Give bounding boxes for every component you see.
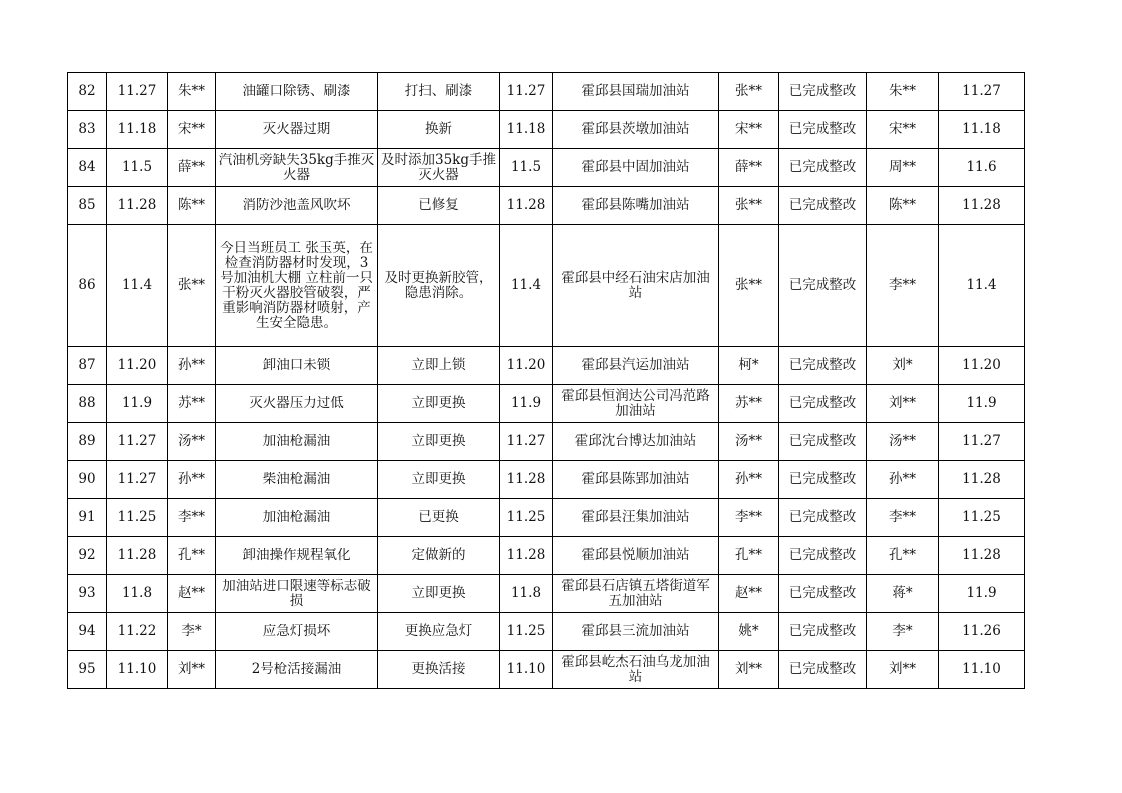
issue-text: 加油站进口限速等标志破损 [222,578,371,609]
issue-cell [216,651,378,689]
status-cell: 已完成整改 [779,461,867,499]
inspector-cell: 赵** [168,575,216,613]
issue-cell [216,111,378,149]
inspector-cell: 薛** [168,149,216,187]
action-cell: 立即上锁 [378,347,500,385]
action-cell: 立即更换 [378,423,500,461]
issue-cell [216,537,378,575]
inspector-cell: 朱** [168,73,216,111]
inspector-cell: 陈** [168,187,216,225]
status-cell: 已完成整改 [779,187,867,225]
reviewer-cell: 李** [867,499,939,537]
reviewer-cell: 刘** [867,385,939,423]
issue-cell [216,613,378,651]
reviewer-cell: 汤** [867,423,939,461]
reviewer-cell: 李* [867,613,939,651]
found-date-cell: 11.25 [107,499,168,537]
inspector-cell: 宋** [168,111,216,149]
issue-text: 柴油枪漏油 [262,472,331,487]
inspector-cell: 孙** [168,461,216,499]
review-date-cell: 11.9 [939,575,1025,613]
issue-cell [216,575,378,613]
station-cell: 霍邱县石店镇五塔街道军五加油站 [553,575,719,613]
responsible-cell: 孔** [719,537,779,575]
inspector-cell: 孙** [168,347,216,385]
station-cell: 霍邱县国瑞加油站 [553,73,719,111]
reviewer-cell: 周** [867,149,939,187]
status-cell: 已完成整改 [779,111,867,149]
row-number-cell: 95 [68,651,107,689]
table-row [68,613,1025,651]
review-date-cell: 11.28 [939,461,1025,499]
station-cell: 霍邱沈台博达加油站 [553,423,719,461]
issue-cell [216,461,378,499]
review-date-cell: 11.25 [939,499,1025,537]
row-number-cell: 88 [68,385,107,423]
table-row [68,575,1025,613]
found-date-cell: 11.8 [107,575,168,613]
reviewer-cell: 刘* [867,347,939,385]
review-date-cell: 11.27 [939,73,1025,111]
review-date-cell: 11.9 [939,385,1025,423]
issue-cell [216,187,378,225]
fix-date-cell: 11.5 [500,149,553,187]
reviewer-cell: 朱** [867,73,939,111]
issue-text: 灭火器过期 [262,122,331,137]
status-cell: 已完成整改 [779,149,867,187]
issue-text: 加油枪漏油 [262,510,331,525]
fix-date-cell: 11.18 [500,111,553,149]
found-date-cell: 11.27 [107,423,168,461]
reviewer-cell: 刘** [867,651,939,689]
station-cell: 霍邱县中固加油站 [553,149,719,187]
row-number-cell: 86 [68,225,107,347]
fix-date-cell: 11.9 [500,385,553,423]
fix-date-cell: 11.20 [500,347,553,385]
issue-text: 应急灯损坏 [262,624,331,639]
inspector-cell: 刘** [168,651,216,689]
status-cell: 已完成整改 [779,537,867,575]
issue-text: 卸油操作规程氧化 [242,548,351,563]
station-cell: 霍邱县中经石油宋店加油站 [553,225,719,347]
review-date-cell: 11.4 [939,225,1025,347]
review-date-cell: 11.6 [939,149,1025,187]
status-cell: 已完成整改 [779,651,867,689]
issue-cell [216,385,378,423]
reviewer-cell: 宋** [867,111,939,149]
table-row [68,461,1025,499]
issue-text: 卸油口未锁 [262,358,331,373]
review-date-cell: 11.28 [939,187,1025,225]
action-cell: 及时添加35kg手推灭火器 [378,149,500,187]
fix-date-cell: 11.25 [500,613,553,651]
table-row [68,423,1025,461]
review-date-cell: 11.28 [939,537,1025,575]
responsible-cell: 李** [719,499,779,537]
issue-text: 今日当班员工 张玉英，在检查消防器材时发现，3号加油机大棚 立柱前一只干粉灭火器胶管破裂，严重影响消防器材喷射，产生安全隐患。 [220,240,373,331]
reviewer-cell: 孔** [867,537,939,575]
found-date-cell: 11.28 [107,537,168,575]
found-date-cell: 11.18 [107,111,168,149]
issue-cell [216,499,378,537]
station-cell: 霍邱县屹杰石油乌龙加油站 [553,651,719,689]
responsible-cell: 宋** [719,111,779,149]
station-cell: 霍邱县陈郢加油站 [553,461,719,499]
table-row [68,537,1025,575]
status-cell: 已完成整改 [779,73,867,111]
inspector-cell: 张** [168,225,216,347]
table-row [68,499,1025,537]
fix-date-cell: 11.8 [500,575,553,613]
reviewer-cell: 陈** [867,187,939,225]
status-cell: 已完成整改 [779,347,867,385]
fix-date-cell: 11.25 [500,499,553,537]
table-row [68,111,1025,149]
status-cell: 已完成整改 [779,423,867,461]
action-cell: 更换应急灯 [378,613,500,651]
action-cell: 立即更换 [378,461,500,499]
row-number-cell: 85 [68,187,107,225]
issue-cell [216,149,378,187]
review-date-cell: 11.20 [939,347,1025,385]
table-row [68,73,1025,111]
responsible-cell: 孙** [719,461,779,499]
fix-date-cell: 11.4 [500,225,553,347]
inspector-cell: 苏** [168,385,216,423]
inspector-cell: 李* [168,613,216,651]
responsible-cell: 张** [719,73,779,111]
station-cell: 霍邱县恒润达公司冯范路加油站 [553,385,719,423]
fix-date-cell: 11.28 [500,461,553,499]
table-row [68,347,1025,385]
table-row [68,149,1025,187]
responsible-cell: 张** [719,225,779,347]
found-date-cell: 11.22 [107,613,168,651]
action-cell: 定做新的 [378,537,500,575]
action-cell: 打扫、刷漆 [378,73,500,111]
inspector-cell: 李** [168,499,216,537]
review-date-cell: 11.18 [939,111,1025,149]
responsible-cell: 张** [719,187,779,225]
found-date-cell: 11.4 [107,225,168,347]
row-number-cell: 92 [68,537,107,575]
found-date-cell: 11.27 [107,73,168,111]
responsible-cell: 苏** [719,385,779,423]
responsible-cell: 汤** [719,423,779,461]
issue-cell [216,73,378,111]
status-cell: 已完成整改 [779,385,867,423]
row-number-cell: 87 [68,347,107,385]
found-date-cell: 11.27 [107,461,168,499]
responsible-cell: 刘** [719,651,779,689]
found-date-cell: 11.28 [107,187,168,225]
row-number-cell: 89 [68,423,107,461]
issue-cell [216,423,378,461]
table-body [68,73,1025,689]
status-cell: 已完成整改 [779,499,867,537]
review-date-cell: 11.10 [939,651,1025,689]
inspector-cell: 孔** [168,537,216,575]
responsible-cell: 赵** [719,575,779,613]
station-cell: 霍邱县三流加油站 [553,613,719,651]
reviewer-cell: 孙** [867,461,939,499]
action-cell: 换新 [378,111,500,149]
station-cell: 霍邱县汽运加油站 [553,347,719,385]
fix-date-cell: 11.27 [500,73,553,111]
row-number-cell: 91 [68,499,107,537]
table-row [68,187,1025,225]
table-row [68,225,1025,347]
row-number-cell: 90 [68,461,107,499]
status-cell: 已完成整改 [779,575,867,613]
issue-text: 油罐口除锈、刷漆 [242,84,351,99]
row-number-cell: 82 [68,73,107,111]
action-cell: 及时更换新胶管，隐患消除。 [378,225,500,347]
action-cell: 已修复 [378,187,500,225]
review-date-cell: 11.27 [939,423,1025,461]
station-cell: 霍邱县汪集加油站 [553,499,719,537]
action-cell: 更换活接 [378,651,500,689]
issue-text: 2号枪活接漏油 [251,662,342,677]
issue-text: 灭火器压力过低 [249,396,344,411]
action-cell: 立即更换 [378,385,500,423]
found-date-cell: 11.20 [107,347,168,385]
fix-date-cell: 11.27 [500,423,553,461]
row-number-cell: 84 [68,149,107,187]
fix-date-cell: 11.10 [500,651,553,689]
row-number-cell: 83 [68,111,107,149]
issue-cell [216,225,378,347]
found-date-cell: 11.10 [107,651,168,689]
table-row [68,385,1025,423]
hazard-rectification-table [67,72,1025,689]
found-date-cell: 11.5 [107,149,168,187]
station-cell: 霍邱县悦顺加油站 [553,537,719,575]
row-number-cell: 93 [68,575,107,613]
table-row [68,651,1025,689]
issue-text: 加油枪漏油 [262,434,331,449]
action-cell: 已更换 [378,499,500,537]
review-date-cell: 11.26 [939,613,1025,651]
status-cell: 已完成整改 [779,613,867,651]
responsible-cell: 柯* [719,347,779,385]
issue-cell [216,347,378,385]
station-cell: 霍邱县茨墩加油站 [553,111,719,149]
issue-text: 汽油机旁缺失35kg手推灭火器 [218,152,375,183]
inspector-cell: 汤** [168,423,216,461]
station-cell: 霍邱县陈嘴加油站 [553,187,719,225]
responsible-cell: 姚* [719,613,779,651]
reviewer-cell: 李** [867,225,939,347]
action-cell: 立即更换 [378,575,500,613]
fix-date-cell: 11.28 [500,187,553,225]
fix-date-cell: 11.28 [500,537,553,575]
status-cell: 已完成整改 [779,225,867,347]
row-number-cell: 94 [68,613,107,651]
responsible-cell: 薛** [719,149,779,187]
reviewer-cell: 蒋* [867,575,939,613]
issue-text: 消防沙池盖风吹坏 [242,198,351,213]
found-date-cell: 11.9 [107,385,168,423]
